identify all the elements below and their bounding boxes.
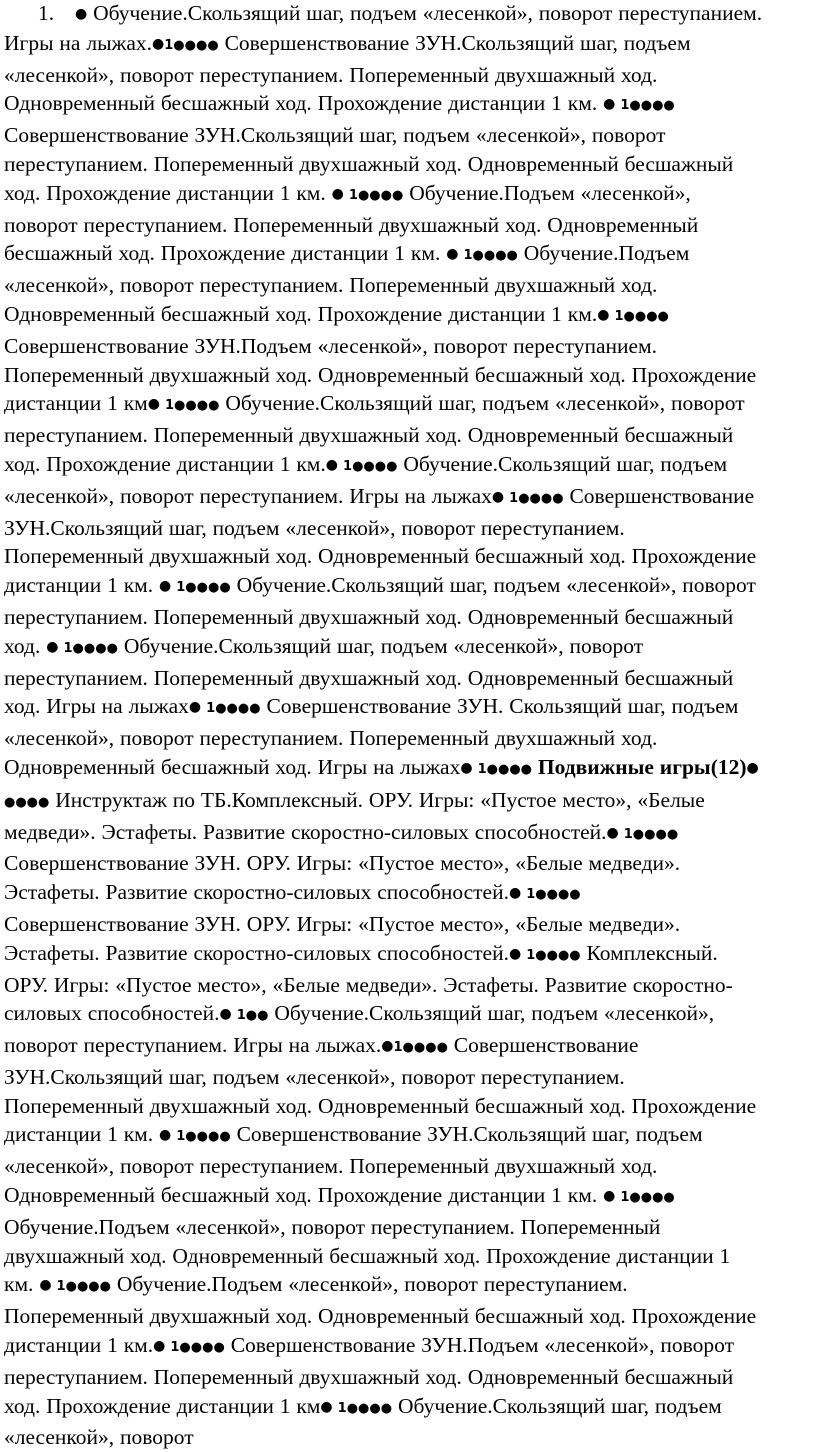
lesson-text: Совершенствование ЗУН.Скользящий шаг, подъем «лесенкой», поворот переступанием. Попеременный двухшажный ход. Одновременный бесшажный ход. Прохождение дистанции 1 км.	[4, 123, 734, 205]
bullet-icon: ●	[159, 1127, 172, 1144]
lesson-text: Обучение.Скользящий шаг, подъем «лесенкой», поворот	[4, 1393, 722, 1450]
lesson-code: 1●●●●	[615, 98, 675, 114]
bullet-icon: ●	[746, 759, 759, 776]
lesson-text: Совершенствование ЗУН.Скользящий шаг, подъем «лесенкой», поворот переступанием. Попеременный двухшажный ход. Одновременный бесшажный ход. Прохождение дистанции 1 км.	[4, 1122, 703, 1208]
bullet-icon: ●	[46, 638, 59, 655]
lesson-code: 1●●●●	[343, 187, 404, 203]
bullet-icon: ●	[159, 578, 172, 595]
lesson-text: Комплексный. ОРУ. Игры: «Пустое место», «Белые медведи». Эстафеты. Развитие скоростно-силовых способностей.	[4, 940, 733, 1026]
lesson-code: 1●●●●	[393, 1040, 448, 1056]
bullet-icon: ●	[188, 699, 202, 716]
lesson-text: Обучение.Подъем «лесенкой», поворот переступанием. Попеременный двухшажный ход. Одновременный бесшажный ход. Прохождение дистанции 1 км.	[4, 1272, 757, 1358]
bullet-icon: ●	[491, 488, 505, 505]
lesson-text: Обучение.Скользящий шаг, подъем «лесенкой», поворот переступанием. Попеременный двухшажный ход. Одновременный бесшажный ход. Игры на лыжах	[4, 633, 734, 719]
lesson-code: 1●●●●	[171, 580, 231, 596]
lesson-code: ●●●●	[4, 794, 50, 810]
lesson-code: 1●●	[231, 1008, 269, 1024]
bullet-icon: ●	[381, 1038, 394, 1055]
lesson-text: Обучение.Скользящий шаг, подъем «лесенкой», поворот переступанием. Игры на лыжах.	[4, 1, 763, 55]
lesson-text: Совершенствование ЗУН. ОРУ. Игры: «Пустое место», «Белые медведи». Эстафеты. Развитие скоростно-силовых способностей.	[4, 911, 681, 965]
lesson-list-paragraph	[4, 0, 764, 1452]
lesson-code: 1●●●●	[58, 640, 118, 656]
lesson-code: 1●●●●	[171, 1129, 231, 1145]
lesson-code: 1●●●●	[164, 37, 219, 53]
bullet-icon: ●	[219, 1006, 232, 1023]
bullet-icon: ●	[460, 759, 473, 776]
lesson-code: 1●●●●	[458, 248, 518, 264]
bullet-icon: ●	[320, 1398, 333, 1415]
lesson-text: Совершенствование ЗУН.Подъем «лесенкой», поворот переступанием. Попеременный двухшажный ход. Одновременный бесшажный ход. Прохождение дистанции 1 км	[4, 333, 757, 416]
section-heading: Подвижные игры(12)	[532, 754, 747, 779]
lesson-text: Обучение.Скользящий шаг, подъем «лесенкой», поворот переступанием. Попеременный двухшажный ход. Одновременный бесшажный ход. Прохождение дистанции 1 км.	[4, 391, 745, 476]
bullet-icon: ●	[75, 6, 88, 22]
bullet-icon: ●	[147, 396, 160, 413]
bullet-icon: ●	[331, 185, 344, 202]
bullet-icon: ●	[603, 1188, 616, 1205]
lesson-code: 1●●●●	[609, 308, 669, 324]
bullet-icon: ●	[153, 1338, 166, 1355]
lesson-text: Совершенствование ЗУН. ОРУ. Игры: «Пустое место», «Белые медведи». Эстафеты. Развитие скоростно-силовых способностей.	[4, 851, 681, 905]
lesson-code: 1●●●●	[165, 1340, 225, 1356]
bullet-icon: ●	[508, 885, 522, 902]
lesson-code: 1●●●●	[521, 887, 581, 903]
lesson-text: Совершенствование ЗУН.Скользящий шаг, подъем «лесенкой», поворот переступанием. Попеременный двухшажный ход. Одновременный бесшажный ход. Прохождение дистанции 1 км.	[4, 1033, 757, 1147]
lesson-text: Обучение.Скользящий шаг, подъем «лесенкой», поворот переступанием. Игры на лыжах	[4, 451, 728, 508]
bullet-icon: ●	[446, 246, 459, 263]
lesson-code: 1●●●●	[159, 398, 220, 414]
lesson-text: Обучение.Скользящий шаг, подъем «лесенкой», поворот переступанием. Попеременный двухшажный ход. Одновременный бесшажный ход.	[4, 573, 756, 658]
lesson-code: 1●●●●	[332, 1400, 393, 1416]
lesson-code: 1●●●●	[504, 490, 564, 506]
lesson-text: Совершенствование ЗУН.Скользящий шаг, подъем «лесенкой», поворот переступанием. Попеременный двухшажный ход. Одновременный бесшажный ход. Прохождение дистанции 1 км.	[4, 30, 691, 116]
lesson-text: Обучение.Подъем «лесенкой», поворот переступанием. Попеременный двухшажный ход. Одновременный бесшажный ход. Прохождение дистанции 1 км.	[4, 1214, 731, 1297]
bullet-icon: ●	[597, 306, 610, 323]
lesson-code: 1●●●●	[615, 1190, 675, 1206]
bullet-icon: ●	[508, 945, 522, 962]
bullet-icon: ●	[39, 1277, 52, 1294]
lesson-text: Обучение.Подъем «лесенкой», поворот переступанием. Попеременный двухшажный ход. Одновременный бесшажный ход. Прохождение дистанции 1 км.	[4, 241, 690, 326]
lesson-code: 1●●●●	[472, 761, 533, 777]
lesson-code: 1●●●●	[521, 947, 581, 963]
lesson-text: Совершенствование ЗУН.Скользящий шаг, подъем «лесенкой», поворот переступанием. Попеременный двухшажный ход. Одновременный бесшажный ход. Прохождение дистанции 1 км.	[4, 483, 757, 598]
bullet-icon: ●	[325, 456, 339, 473]
lesson-text: Совершенствование ЗУН.Подъем «лесенкой», поворот переступанием. Попеременный двухшажный ход. Одновременный бесшажный ход. Прохождение дистанции 1 км	[4, 1333, 734, 1418]
lesson-code: 1●●●●	[338, 458, 398, 474]
lesson-text: Совершенствование ЗУН. Скользящий шаг, подъем «лесенкой», поворот переступанием. Попеременный двухшажный ход. Одновременный бесшажный ход. Игры на лыжах	[4, 694, 739, 779]
lesson-text: Инструктаж по ТБ.Комплексный. ОРУ. Игры: «Пустое место», «Белые медведи». Эстафеты. Развитие скоростно-силовых способностей.	[4, 787, 705, 844]
lesson-code: 1●●●●	[51, 1279, 111, 1295]
lesson-code: 1●●●●	[618, 826, 679, 842]
lesson-code: 1●●●●	[201, 701, 261, 717]
bullet-icon: ●	[152, 35, 165, 52]
list-number: 1.	[38, 1, 55, 25]
bullet-icon: ●	[606, 824, 619, 841]
bullet-icon: ●	[603, 96, 616, 113]
lesson-text: Обучение.Подъем «лесенкой», поворот переступанием. Попеременный двухшажный ход. Одновременный бесшажный ход. Прохождение дистанции 1 км.	[4, 180, 699, 266]
lesson-text: Обучение.Скользящий шаг, подъем «лесенкой», поворот переступанием. Игры на лыжах.	[4, 1001, 715, 1058]
